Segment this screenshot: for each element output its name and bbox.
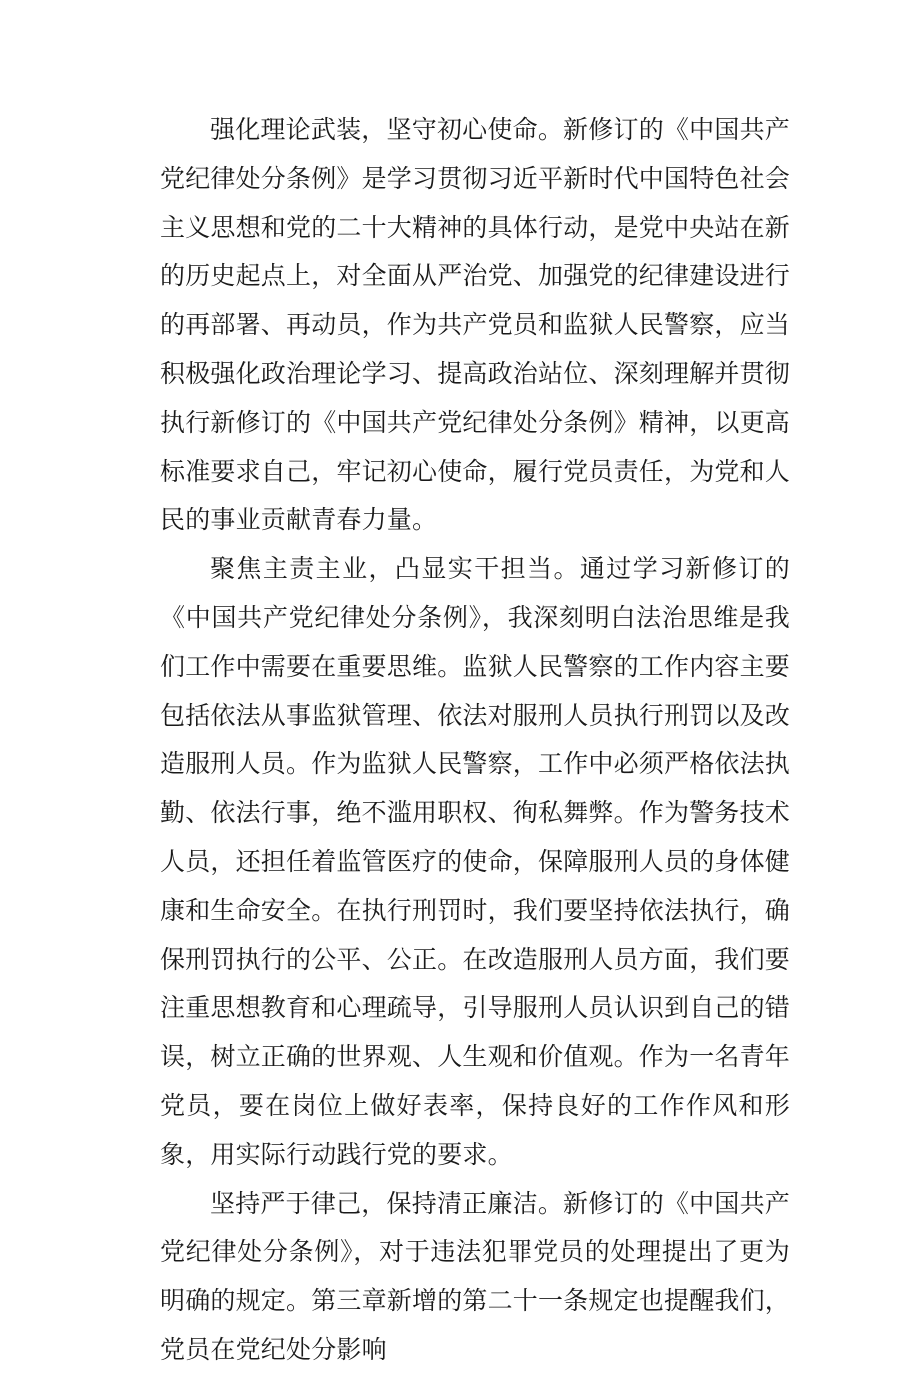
- document-page: [160, 106, 790, 1375]
- paragraph-integrity: 坚持严于律己，保持清正廉洁。新修订的《中国共产党纪律处分条例》，对于违法犯罪党员的处理提出了更为明确的规定。第三章新增的第二十一条规定也提醒我们，党员在党纪处分影响: [160, 1188, 791, 1364]
- paragraph-theory: 强化理论武装，坚守初心使命。新修订的《中国共产党纪律处分条例》是学习贯彻习近平新时代中国特色社会主义思想和党的二十大精神的具体行动，是党中央站在新的历史起点上，对全面从严治党、加强党的纪律建设进行的再部署、再动员，作为共产党员和监狱人民警察，应当积极强化政治理论学习、提高政治站位、深刻理解并贯彻执行新修订的《中国共产党纪律处分条例》精神，以更高标准要求自己，牢记初心使命，履行党员责任，为党和人民的事业贡献青春力量。: [160, 115, 791, 535]
- paragraph-duty: 聚焦主责主业，凸显实干担当。通过学习新修订的《中国共产党纪律处分条例》，我深刻明白法治思维是我们工作中需要在重要思维。监狱人民警察的工作内容主要包括依法从事监狱管理、依法对服刑人员执行刑罚以及改造服刑人员。作为监狱人民警察，工作中必须严格依法执勤、依法行事，绝不滥用职权、徇私舞弊。作为警务技术人员，还担任着监管医疗的使命，保障服刑人员的身体健康和生命安全。在执行刑罚时，我们要坚持依法执行，确保刑罚执行的公平、公正。在改造服刑人员方面，我们要注重思想教育和心理疏导，引导服刑人员认识到自己的错误，树立正确的世界观、人生观和价值观。作为一名青年党员，要在岗位上做好表率，保持良好的工作作风和形象，用实际行动践行党的要求。: [160, 554, 791, 1169]
